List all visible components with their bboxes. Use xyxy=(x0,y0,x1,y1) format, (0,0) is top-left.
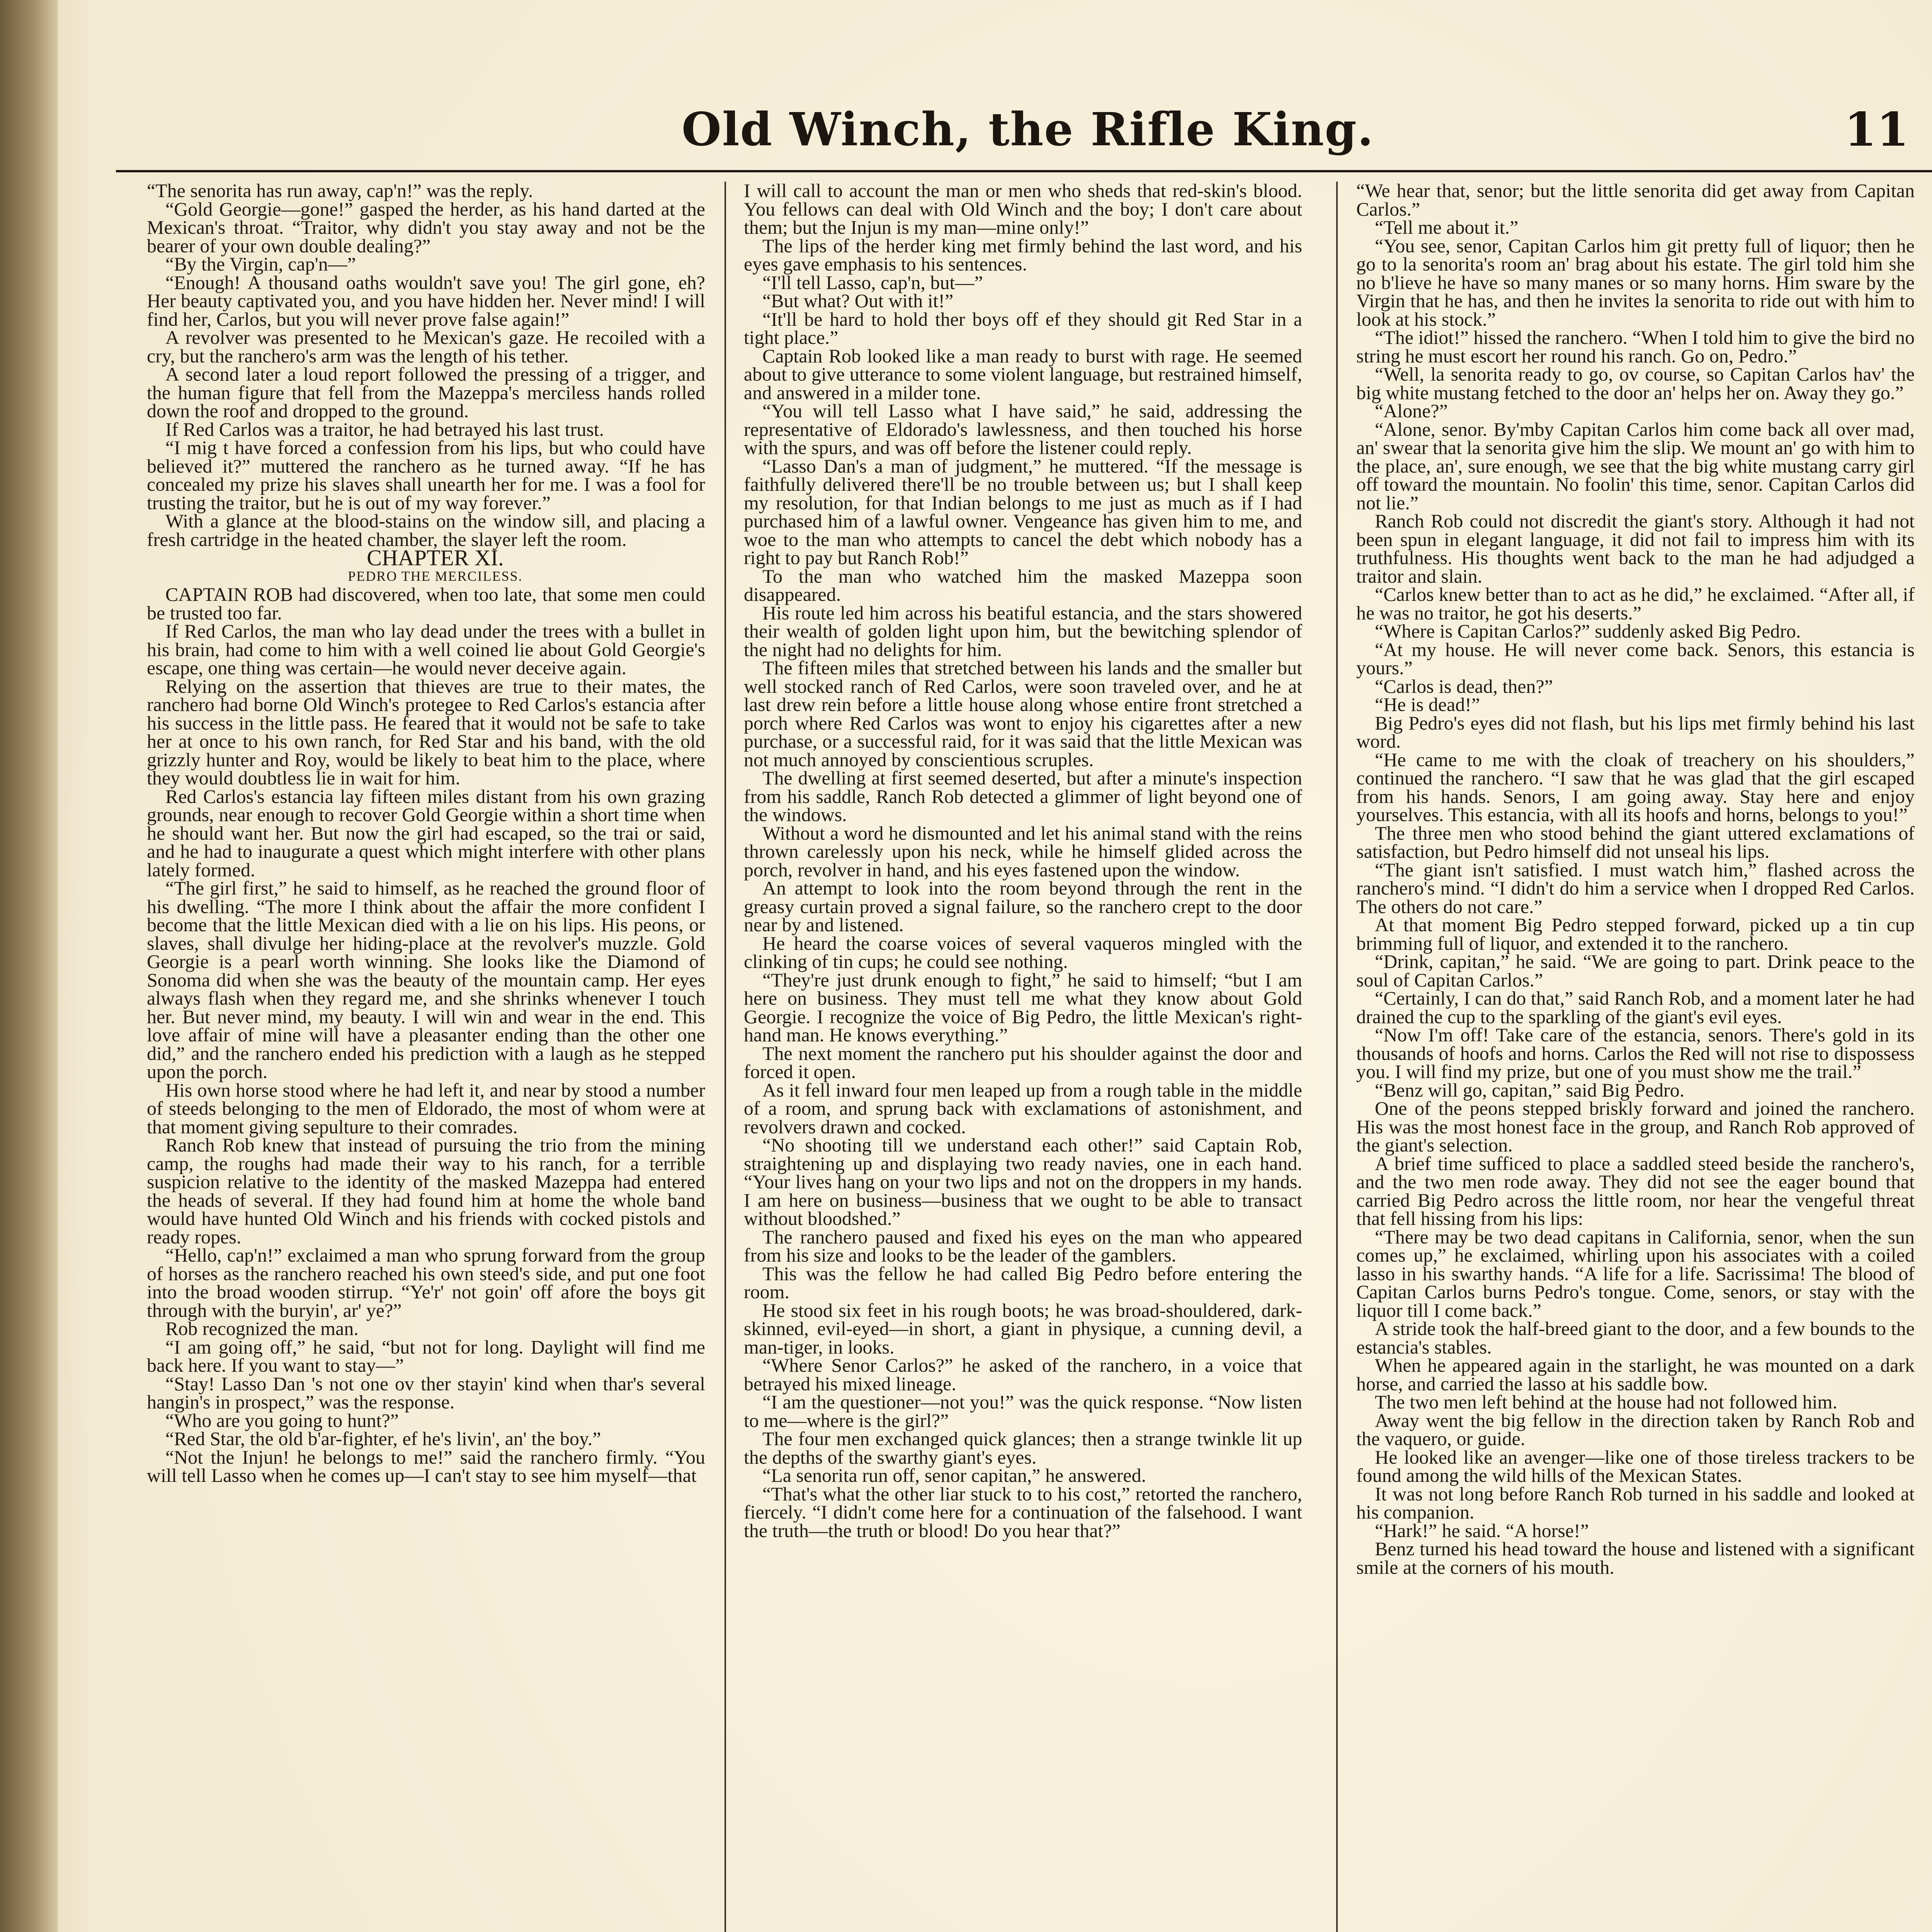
column-3 xyxy=(1356,182,1915,1932)
paragraph: To the man who watched him the masked Mazeppa soon disappeared. xyxy=(744,565,1302,605)
paragraph: “Who are you going to hunt?” xyxy=(165,1409,399,1431)
page-binding-edge xyxy=(0,0,58,1932)
paragraph: “There may be two dead capitans in California, senor, when the sun comes up,” he exclaimed, whirling upon his associates with a coiled lasso in his swarthy hands. “A life for a life. Sacrissima! The blood of Capitan Carlos burns Pedro's tongue. Come, senors, or stay with the liquor till I come back.” xyxy=(1356,1226,1915,1321)
paragraph: “Certainly, I can do that,” said Ranch Rob, and a moment later he had drained the cup to the sparkling of the giant's evil eyes. xyxy=(1356,987,1915,1027)
paragraph: An attempt to look into the room beyond through the rent in the greasy curtain proved a signal failure, so the ranchero crept to the door near by and listened. xyxy=(744,877,1302,935)
paragraph: “But what? Out with it!” xyxy=(762,290,954,311)
paragraph: I will call to account the man or men who sheds that red-skin's blood. You fellows can deal with Old Winch and the boy; I don't care about them; but the Injun is my man—mine only!” xyxy=(744,182,1302,238)
paragraph: One of the peons stepped briskly forward and joined the ranchero. His was the most honest face in the group, and Ranch Rob approved of the giant's selection. xyxy=(1356,1097,1915,1156)
paragraph: If Red Carlos, the man who lay dead under the trees with a bullet in his brain, had come to him with a well coined lie about Gold Georgie's escape, one thing was certain—he would never deceive again. xyxy=(147,620,705,679)
chapter-heading: CHAPTER XI. xyxy=(367,545,504,570)
paragraph: Away went the big fellow in the direction taken by Ranch Rob and the vaquero, or guide. xyxy=(1356,1409,1915,1449)
paragraph: The fifteen miles that stretched between his lands and the smaller but well stocked ranch of Red Carlos, were soon traveled over, and he at last drew rein before a little house along whose entire front stretched a porch where Red Carlos was wont to enjoy his cigarettes after a new purchase, or a successful raid, for it was said that the little Mexican was not much annoyed by conscientious scruples. xyxy=(744,657,1302,770)
column-rule xyxy=(724,182,726,1932)
paragraph: The two men left behind at the house had not followed him. xyxy=(1375,1391,1837,1413)
paragraph: CAPTAIN ROB had discovered, when too late, that some men could be trusted too far. xyxy=(147,583,705,624)
paragraph: “We hear that, senor; but the little senorita did get away from Capitan Carlos.” xyxy=(1356,182,1915,220)
paragraph: When he appeared again in the starlight, he was mounted on a dark horse, and carried the lasso at his saddle bow. xyxy=(1356,1354,1915,1395)
paragraph: Benz turned his head toward the house and listened with a significant smile at the corners of his mouth. xyxy=(1356,1538,1915,1578)
paragraph: He looked like an avenger—like one of those tireless trackers to be found among the wild hills of the Mexican States. xyxy=(1356,1446,1915,1486)
paragraph: “He is dead!” xyxy=(1375,694,1480,715)
paragraph: As it fell inward four men leaped up from a rough table in the middle of a room, and sprung back with exclamations of astonishment, and revolvers drawn and cocked. xyxy=(744,1079,1302,1138)
paragraph: Red Carlos's estancia lay fifteen miles distant from his own grazing grounds, near enough to recover Gold Georgie within a short time when he should want her. But now the girl had escaped, so the trai or said, and he had to inaugurate a quest which might interfere with other plans lately formed. xyxy=(147,785,705,881)
paragraph: “Lasso Dan's a man of judgment,” he muttered. “If the message is faithfully delivered there'll be no trouble between us; but I shall keep my resolution, for that Indian belongs to me just as much as if I had purchased him of a lawful owner. Vengeance has given him to me, and woe to the man who attempts to cancel the debt which nobody has a right to pay but Ranch Rob!” xyxy=(744,455,1302,568)
paragraph: “Carlos knew better than to act as he did,” he exclaimed. “After all, if he was no traitor, he got his deserts.” xyxy=(1356,583,1915,624)
page-number: 11 xyxy=(1844,102,1909,157)
paragraph: “Hello, cap'n!” exclaimed a man who sprung forward from the group of horses as the ranchero reached his own steed's side, and put one foot into the broad wooden stirrup. “Ye'r' not goin' off afore the boys git through with the buryin', ar' ye?” xyxy=(147,1244,705,1321)
paragraph: “The idiot!” hissed the ranchero. “When I told him to give the bird no string he must escort her round his ranch. Go on, Pedro.” xyxy=(1356,327,1915,367)
paragraph: “La senorita run off, senor capitan,” he answered. xyxy=(762,1464,1146,1486)
paragraph: “The girl first,” he said to himself, as he reached the ground floor of his dwelling. “The more I think about the affair the more confident I become that the little Mexican died with a lie on his lips. His peons, or slaves, shall divulge her hiding-place at the revolver's muzzle. Gold Georgie is a pearl worth winning. She looks like the Diamond of Sonoma did when she was the beauty of the mountain camp. Her eyes always flash when they regard me, and she shrinks whenever I touch her. But never mind, my beauty. I will win and wear in the end. This love affair of mine will have a pleasanter ending than the other one did,” and the ranchero ended his prediction with a laugh as he stepped upon the porch. xyxy=(147,877,705,1082)
paragraph: “Enough! A thousand oaths wouldn't save you! The girl gone, eh? Her beauty captivated you, and you have hidden her. Never mind! I will find her, Carlos, but you will never prove false again!” xyxy=(147,271,705,330)
paragraph: Relying on the assertion that thieves are true to their mates, the ranchero had borne Old Winch's protegee to Red Carlos's estancia after his success in the little pass. He feared that it would not be safe to take her at once to his own ranch, for Red Star and his band, with the old grizzly hunter and Roy, would be likely to beat him to the place, where they would doubtless lie in wait for him. xyxy=(147,675,705,789)
paragraph: “Where is Capitan Carlos?” suddenly asked Big Pedro. xyxy=(1375,620,1801,642)
paragraph: “You will tell Lasso what I have said,” he said, addressing the representative of Eldorado's lawlessness, and then touched his horse with the spurs, and was off before the listener could reply. xyxy=(744,400,1302,458)
paragraph: Rob recognized the man. xyxy=(165,1318,359,1339)
paragraph: “It'll be hard to hold ther boys off ef they should git Red Star in a tight place.” xyxy=(744,308,1302,348)
paragraph: If Red Carlos was a traitor, he had betrayed his last trust. xyxy=(165,418,604,440)
column-rule xyxy=(1336,182,1338,1932)
paragraph: “Red Star, the old b'ar-fighter, ef he's livin', an' the boy.” xyxy=(165,1428,601,1449)
paragraph: The three men who stood behind the giant uttered exclamations of satisfaction, but Pedro himself did not unseal his lips. xyxy=(1356,822,1915,862)
paragraph: “Benz will go, capitan,” said Big Pedro. xyxy=(1375,1079,1685,1101)
paragraph: “Carlos is dead, then?” xyxy=(1375,675,1553,697)
paragraph: The next moment the ranchero put his shoulder against the door and forced it open. xyxy=(744,1042,1302,1082)
paragraph: “No shooting till we understand each other!” said Captain Rob, straightening up and displaying two ready navies, one in each hand. “Your lives hang on your two lips and not on the droppers in my hands. I am here on business—business that we ought to be able to transact without bloodshed.” xyxy=(744,1134,1302,1229)
paragraph: He stood six feet in his rough boots; he was broad-shouldered, dark-skinned, evil-eyed—in short, a giant in physique, a cunning devil, a man-tiger, in looks. xyxy=(744,1299,1302,1358)
paragraph: “The giant isn't satisfied. I must watch him,” flashed across the ranchero's mind. “I didn't do him a service when I dropped Red Carlos. The others do not care.” xyxy=(1356,859,1915,917)
text-columns xyxy=(147,182,1920,1932)
paragraph: Ranch Rob could not discredit the giant's story. Although it had not been spun in elegant language, it did not fail to impress him with its truthfulness. His thoughts went back to the man he had adjudged a traitor and slain. xyxy=(1356,510,1915,587)
paragraph: He heard the coarse voices of several vaqueros mingled with the clinking of tin cups; he could see nothing. xyxy=(744,932,1302,972)
paragraph: Captain Rob looked like a man ready to burst with rage. He seemed about to give utterance to some violent language, but restrained himself, and answered in a milder tone. xyxy=(744,345,1302,403)
paragraph: “Hark!” he said. “A horse!” xyxy=(1375,1519,1589,1541)
paragraph: “That's what the other liar stuck to to his cost,” retorted the ranchero, fiercely. “I didn't come here for a continuation of the falsehood. I want the truth—the truth or blood! Do you hear that?” xyxy=(744,1483,1302,1541)
paragraph: “At my house. He will never come back. Senors, this estancia is yours.” xyxy=(1356,638,1915,679)
column-2 xyxy=(744,182,1302,1932)
paragraph: “I'll tell Lasso, cap'n, but—” xyxy=(762,271,983,293)
paragraph: “Gold Georgie—gone!” gasped the herder, as his hand darted at the Mexican's throat. “Traitor, why didn't you stay away and not be the bearer of your own double dealing?” xyxy=(147,198,705,257)
paragraph: The lips of the herder king met firmly behind the last word, and his eyes gave emphasis to his sentences. xyxy=(744,235,1302,275)
page-header xyxy=(116,81,1932,172)
paragraph: “The senorita has run away, cap'n!” was the reply. xyxy=(147,182,533,201)
paragraph: “Where Senor Carlos?” he asked of the ranchero, in a voice that betrayed his mixed lineage. xyxy=(744,1354,1302,1395)
paragraph: “Now I'm off! Take care of the estancia, senors. There's gold in its thousands of hoofs and horns. Carlos the Red will not rise to dispossess you. I will find my prize, but one of you must show me the trail.” xyxy=(1356,1024,1915,1082)
paragraph: “They're just drunk enough to fight,” he said to himself; “but I am here on business. They must tell me what they know about Gold Georgie. I recognize the voice of Big Pedro, the little Mexican's right-hand man. He knows everything.” xyxy=(744,969,1302,1046)
paragraph: This was the fellow he had called Big Pedro before entering the room. xyxy=(744,1262,1302,1303)
paragraph: Big Pedro's eyes did not flash, but his lips met firmly behind his last word. xyxy=(1356,712,1915,752)
paragraph: “Drink, capitan,” he said. “We are going to part. Drink peace to the soul of Capitan Carlos.” xyxy=(1356,951,1915,991)
paragraph: “He came to me with the cloak of treachery on his shoulders,” continued the ranchero. “I saw that he was glad that the girl escaped from his hands. Senors, I am going away. Stay here and enjoy yourselves. This estancia, with all its hoofs and horns, belongs to you!” xyxy=(1356,748,1915,825)
paragraph: “Not the Injun! he belongs to me!” said the ranchero firmly. “You will tell Lasso when he comes up—I can't stay to see him myself—that xyxy=(147,1446,705,1486)
paragraph: “By the Virgin, cap'n—” xyxy=(165,253,356,275)
paragraph: Ranch Rob knew that instead of pursuing the trio from the mining camp, the roughs had made their way to his ranch, for a terrible suspicion relative to the identity of the masked Mazeppa had entered the heads of several. If they had found him at home the whole band would have hunted Old Winch and his friends with cocked pistols and ready ropes. xyxy=(147,1134,705,1248)
paragraph: A second later a loud report followed the pressing of a trigger, and the human figure that fell from the Mazeppa's merciless hands rolled down the roof and dropped to the ground. xyxy=(147,363,705,422)
running-title: Old Winch, the Rifle King. xyxy=(682,102,1374,156)
column-1 xyxy=(147,182,705,1932)
paragraph: A brief time sufficed to place a saddled steed beside the ranchero's, and the two men rode away. They did not see the eager bound that carried Big Pedro across the little room, nor hear the vengeful threat that fell hissing from his lips: xyxy=(1356,1152,1915,1229)
paragraph: “I am going off,” he said, “but not for long. Daylight will find me back here. If you want to stay—” xyxy=(147,1336,705,1376)
paragraph: His own horse stood where he had left it, and near by stood a number of steeds belonging to the men of Eldorado, the most of whom were at that moment giving sepulture to their comrades. xyxy=(147,1079,705,1138)
paragraph: The dwelling at first seemed deserted, but after a minute's inspection from his saddle, Ranch Rob detected a glimmer of light beyond one of the windows. xyxy=(744,767,1302,825)
paragraph: “Stay! Lasso Dan 's not one ov ther stayin' kind when thar's several hangin's in prospect,” was the response. xyxy=(147,1372,705,1413)
chapter-subtitle: PEDRO THE MERCILESS. xyxy=(348,568,523,584)
paragraph: “Alone?” xyxy=(1375,400,1448,422)
paragraph: Without a word he dismounted and let his animal stand with the reins thrown carelessly upon his neck, while he himself glided across the porch, revolver in hand, and his eyes fastened upon the window. xyxy=(744,822,1302,881)
paragraph: “Well, la senorita ready to go, ov course, so Capitan Carlos hav' the big white mustang fetched to the door an' helps her on. Away they go.” xyxy=(1356,363,1915,403)
paragraph: With a glance at the blood-stains on the window sill, and placing a fresh cartridge in the heated chamber, the slayer left the room. xyxy=(147,510,705,550)
paragraph: It was not long before Ranch Rob turned in his saddle and looked at his companion. xyxy=(1356,1483,1915,1523)
paragraph: His route led him across his beatiful estancia, and the stars showered their wealth of golden light upon him, but the bewitching splendor of the night had no delights for him. xyxy=(744,602,1302,660)
paragraph: “Tell me about it.” xyxy=(1375,216,1519,238)
paragraph: “Alone, senor. By'mby Capitan Carlos him come back all over mad, an' swear that la senorita give him the slip. We mount an' go with him to the place, an', sure enough, we see that the big white mustang carry girl off toward the mountain. No foolin' this time, senor. Capitan Carlos did not lie.” xyxy=(1356,418,1915,514)
paragraph: “I am the questioner—not you!” was the quick response. “Now listen to me—where is the girl?” xyxy=(744,1391,1302,1431)
paragraph: The ranchero paused and fixed his eyes on the man who appeared from his size and looks to be the leader of the gamblers. xyxy=(744,1226,1302,1266)
paragraph: “I mig t have forced a confession from his lips, but who could have believed it?” muttered the ranchero as he turned away. “If he has concealed my prize his slaves shall unearth her for me. I was a fool for trusting the traitor, but he is out of my way forever.” xyxy=(147,437,705,514)
paragraph: At that moment Big Pedro stepped forward, picked up a tin cup brimming full of liquor, and extended it to the ranchero. xyxy=(1356,914,1915,954)
paragraph: A revolver was presented to he Mexican's gaze. He recoiled with a cry, but the ranchero's arm was the length of his tether. xyxy=(147,327,705,367)
paragraph: “You see, senor, Capitan Carlos him git pretty full of liquor; then he go to la senorita's room an' brag about his estate. The girl told him she no b'lieve he have so many manes or so many horns. Him sware by the Virgin that he has, and then he invites la senorita to ride out with him to look at his stock.” xyxy=(1356,235,1915,330)
paragraph: A stride took the half-breed giant to the door, and a few bounds to the estancia's stables. xyxy=(1356,1318,1915,1358)
paragraph: The four men exchanged quick glances; then a strange twinkle lit up the depths of the swarthy giant's eyes. xyxy=(744,1428,1302,1468)
